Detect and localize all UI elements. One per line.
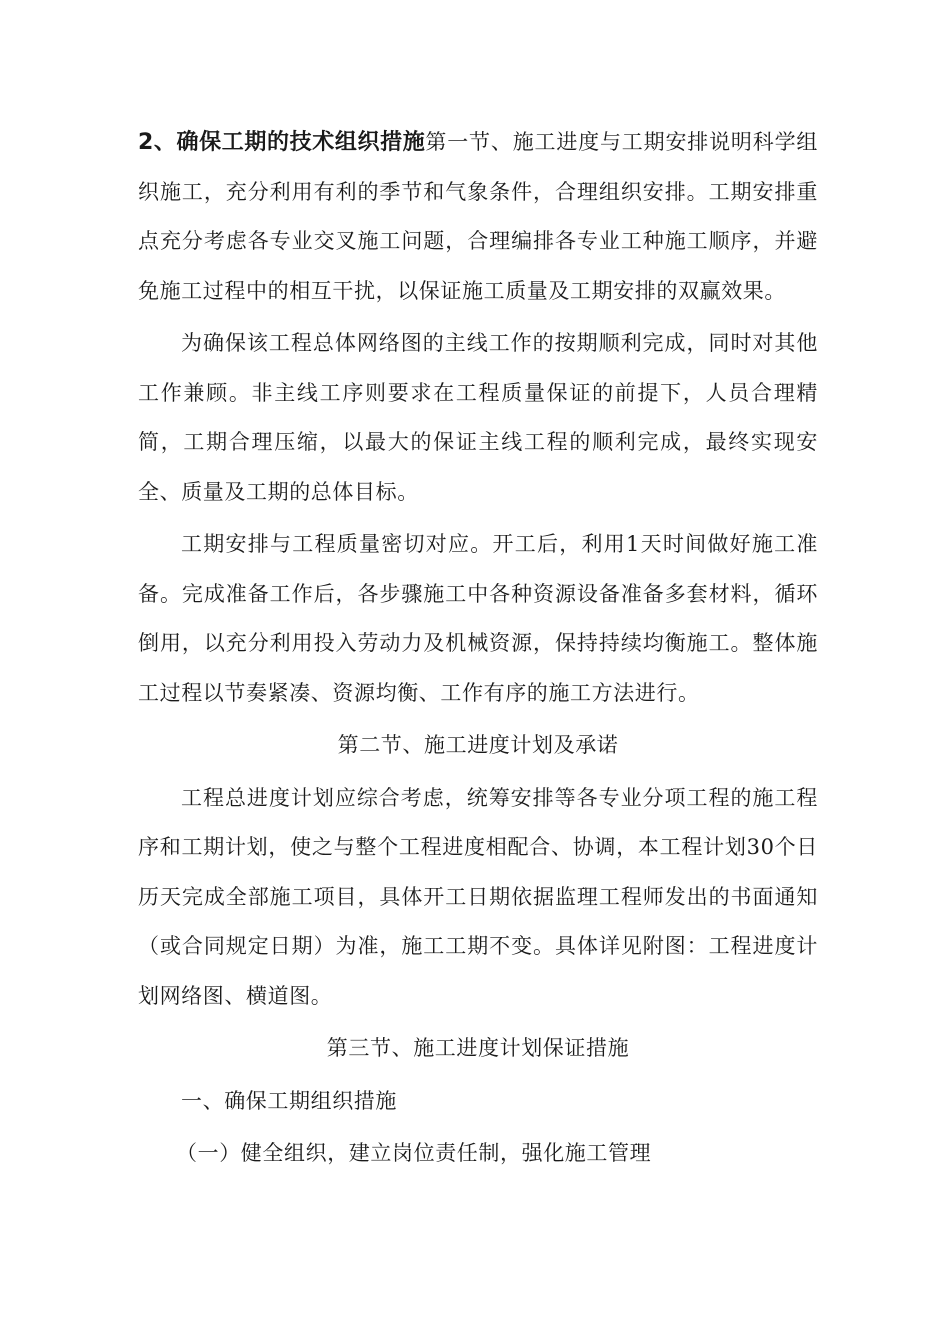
paragraph-schedule-quality: 工期安排与工程质量密切对应。开工后，利用1天时间做好施工准备。完成准备工作后，各步骤施工中各种资源设备准备多套材料，循环倒用，以充分利用投入劳动力及机械资源，保持持续均衡施工。整体施工过程以节奏紧凑、资源均衡、工作有序的施工方法进行。 — [138, 532, 818, 705]
intro-paragraph — [138, 118, 818, 316]
item-sound-organization: （一）健全组织，建立岗位责任制，强化施工管理 — [176, 1141, 652, 1165]
paragraph-main-line: 为确保该工程总体网络图的主线工作的按期顺利完成，同时对其他工作兼顾。非主线工序则要求在工程质量保证的前提下，人员合理精简，工期合理压缩，以最大的保证主线工程的顺利完成，最终实现安全、质量及工期的总体目标。 — [138, 331, 818, 504]
item-organizational-measures: 一、确保工期组织措施 — [181, 1088, 397, 1113]
paragraph-master-schedule: 工程总进度计划应综合考虑，统筹安排等各专业分项工程的施工程序和工期计划，使之与整个工程进度相配合、协调，本工程计划30个日历天完成全部施工项目，具体开工日期依据监理工程师发出的书面通知（或合同规定日期）为准，施工工期不变。具体详见附图：工程进度计划网络图、横道图。 — [138, 785, 818, 1008]
section-3-title: 第三节、施工进度计划保证措施 — [326, 1036, 630, 1060]
section-heading: 2、确保工期的技术组织措施 — [138, 130, 426, 155]
document-body — [138, 118, 818, 1179]
section-2-title: 第二节、施工进度计划及承诺 — [337, 733, 619, 757]
intro-text: 第一节、施工进度与工期安排说明科学组织施工，充分利用有利的季节和气象条件，合理组织安排。工期安排重点充分考虑各专业交叉施工问题，合理编排各专业工种施工顺序，并避免施工过程中的相互干扰，以保证施工质量及工期安排的双赢效果。 — [138, 130, 818, 303]
